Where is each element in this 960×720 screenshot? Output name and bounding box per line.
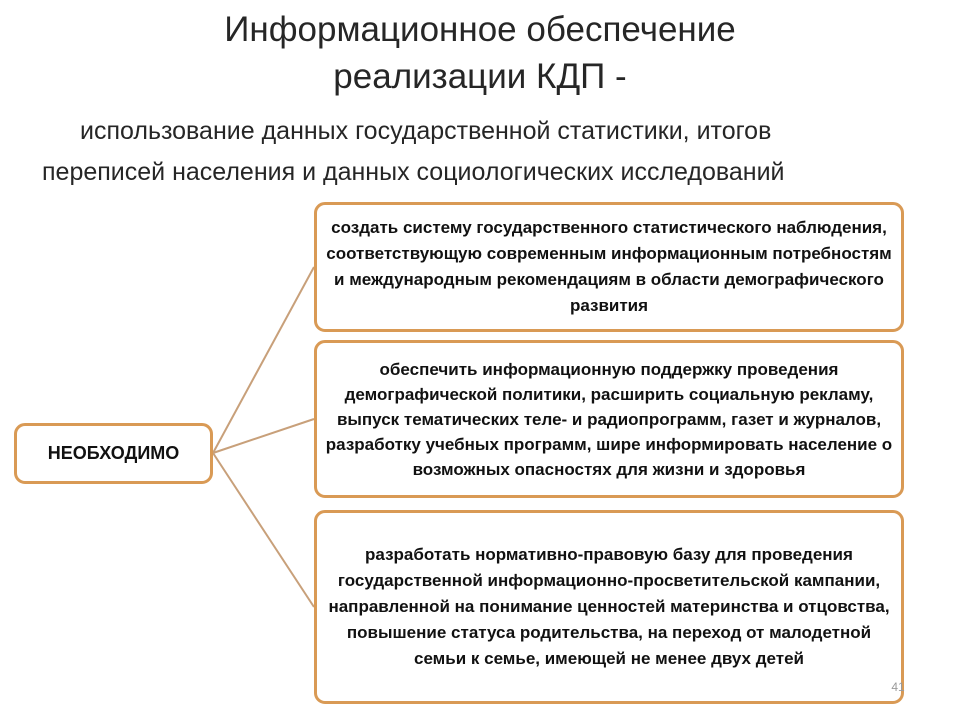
diagram-item-2-text: обеспечить информационную поддержку проведения демографической политики, расширить социальную рекламу, выпуск тематических теле- и радиопрограмм, газет и журналов, разработку учебных программ, шире информировать население о возможных опасностях для жизни и здоровья	[325, 359, 893, 479]
slide-subtitle-line-2: переписей населения и данных социологических исследований	[42, 158, 785, 186]
connector-to-item-3	[213, 453, 314, 607]
diagram-root-node	[14, 423, 213, 484]
diagram-item-3-text: разработать нормативно-правовую базу для проведения государственной информационно-просветительской кампании, направленной на понимание ценностей материнства и отцовства, повышение статуса родительства, на переход от малодетной семьи к семье, имеющей не менее двух детей	[328, 545, 890, 668]
slide-title-line-1: Информационное обеспечение	[224, 10, 736, 49]
diagram-item-1-text: создать систему государственного статистического наблюдения, соответствующую современным информационным потребностям и международным рекомендациям в области демографического развития	[326, 218, 892, 315]
slide-subtitle-line-1: использование данных государственной статистики, итогов	[80, 117, 772, 145]
diagram-item-2	[314, 340, 904, 498]
diagram-item-3	[314, 510, 904, 704]
diagram-item-1	[314, 202, 904, 332]
diagram-root-label: НЕОБХОДИМО	[47, 443, 180, 463]
slide-number: 41	[891, 680, 905, 694]
slide-title-line-2: реализации КДП -	[333, 57, 627, 96]
